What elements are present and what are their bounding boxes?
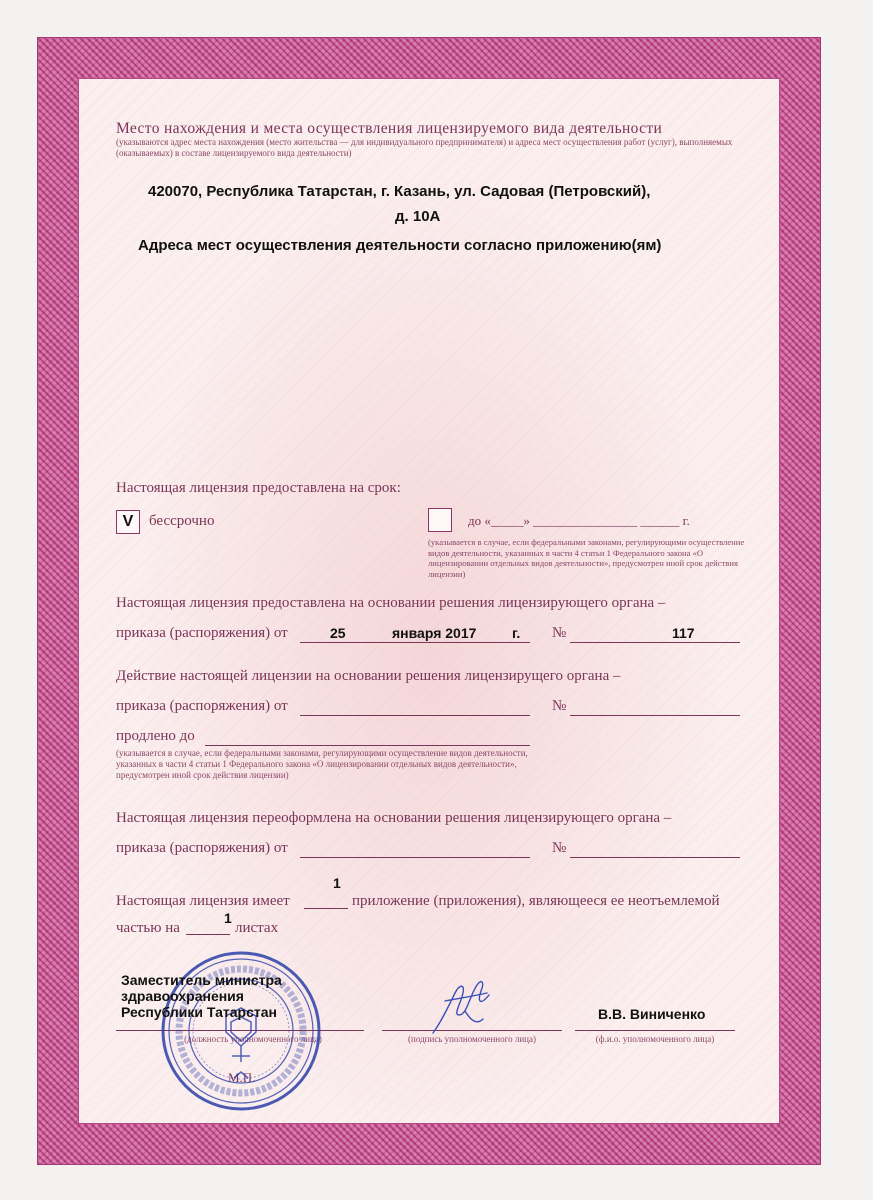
reissue-order-label: приказа (распоряжения) от	[116, 840, 288, 856]
address-line-1: 420070, Республика Татарстан, г. Казань, ул. Садовая (Петровский),	[148, 183, 651, 200]
appendix-text-end: приложение (приложения), являющееся ее неотъемлемой	[352, 893, 720, 909]
name-line	[575, 1030, 735, 1031]
until-note: (указывается в случае, если федеральными законами, регулирующими осуществление видов деятельности, указанных в части 4 статьи 1 Федерального закона «О лицензировании отдельных видов деятельности», предусмотрен иной срок действия лицензии)	[428, 537, 745, 579]
until-date-label: до «_____» ________________ ______ г.	[468, 513, 690, 528]
reissue-number-line	[570, 857, 740, 858]
until-checkbox[interactable]	[428, 508, 452, 532]
appendix-sheets-start: частью на	[116, 920, 180, 936]
appendix-count-line	[304, 908, 348, 909]
mp-label: М.П.	[228, 1070, 256, 1085]
term-heading: Настоящая лицензия предоставлена на срок:	[116, 480, 401, 496]
basis-day: 25	[330, 625, 346, 641]
basis-number: 117	[672, 625, 695, 641]
basis-date-line	[300, 642, 530, 643]
location-note: (указываются адрес места нахождения (место жительства — для индивидуального предпринимателя) и адреса мест осуществления работ (услуг), выполняемых (оказываемых) в составе лицензируемого вида деятельности)	[116, 137, 733, 158]
basis-order-label: приказа (распоряжения) от	[116, 625, 288, 641]
extension-order-label: приказа (распоряжения) от	[116, 698, 288, 714]
basis-year-suffix: г.	[512, 625, 521, 641]
unlimited-label: бессрочно	[149, 513, 215, 529]
name-caption: (ф.и.о. уполномоченного лица)	[595, 1034, 715, 1044]
reissue-date-line	[300, 857, 530, 858]
reissue-heading: Настоящая лицензия переоформлена на основании решения лицензирующего органа –	[116, 810, 672, 826]
appendix-sheets-line	[186, 934, 230, 935]
signature-caption: (подпись уполномоченного лица)	[408, 1034, 536, 1044]
position-line-3: Республики Татарстан	[121, 1004, 277, 1020]
extension-heading: Действие настоящей лицензии на основании решения лицензирущего органа –	[116, 668, 621, 684]
extended-until-line	[205, 745, 530, 746]
basis-number-label: №	[552, 625, 567, 641]
places-line: Адреса мест осуществления деятельности согласно приложению(ям)	[138, 237, 662, 254]
position-line-1: Заместитель министра	[121, 972, 282, 988]
location-heading: Место нахождения и места осуществления лицензируемого вида деятельности	[116, 120, 663, 137]
extended-until-label: продлено до	[116, 728, 195, 744]
handwritten-signature	[425, 975, 500, 1040]
position-caption: (должность уполномоченного лица)	[184, 1034, 322, 1044]
extension-note: (указывается в случае, если федеральными законами, регулирующими осуществление видов деятельности, указанных в части 4 статьи 1 Федерального закона «О лицензировании отдельных видов деятельности», предусмотрен иной срок действия лицензии)	[116, 748, 528, 780]
signatory-name: В.В. Виниченко	[598, 1006, 706, 1022]
address-line-2: д. 10А	[395, 208, 441, 225]
appendix-count: 1	[333, 875, 341, 891]
extension-number-line	[570, 715, 740, 716]
position-line-2: здравоохранения	[121, 988, 244, 1004]
reissue-number-label: №	[552, 840, 567, 856]
appendix-sheets-count: 1	[224, 910, 232, 926]
position-title	[121, 972, 282, 1020]
appendix-sheets-end: листах	[235, 920, 279, 936]
basis-number-line	[570, 642, 740, 643]
basis-month-year: января 2017	[392, 625, 477, 641]
basis-heading: Настоящая лицензия предоставлена на основании решения лицензирующего органа –	[116, 595, 666, 611]
extension-date-line	[300, 715, 530, 716]
unlimited-checkbox[interactable]: V	[116, 510, 140, 534]
extension-number-label: №	[552, 698, 567, 714]
appendix-text-start: Настоящая лицензия имеет	[116, 893, 290, 909]
